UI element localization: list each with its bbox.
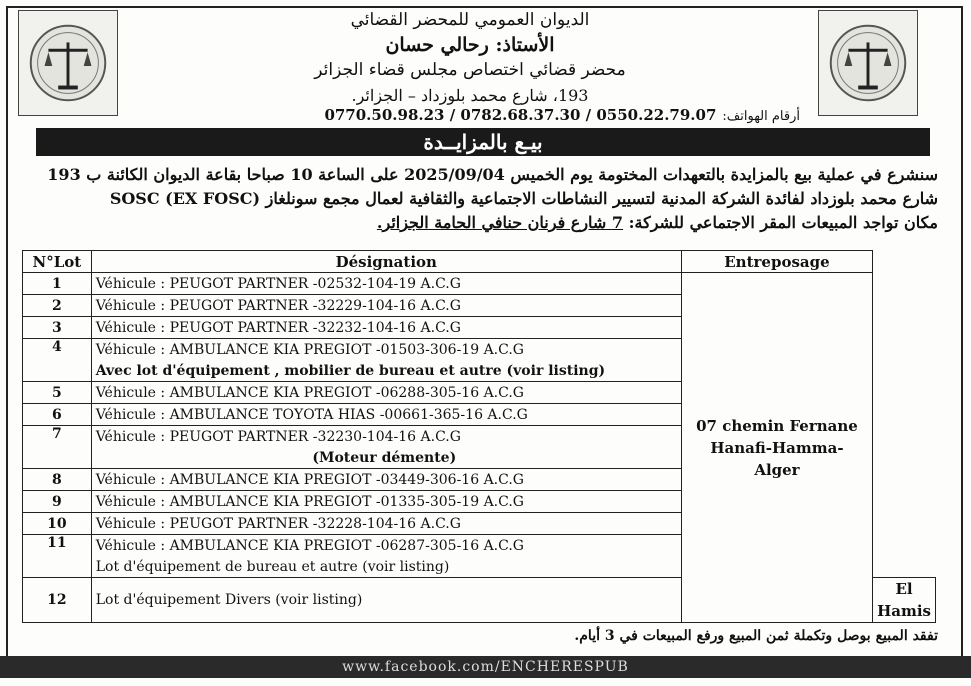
lot-extra: Lot d'équipement de bureau et autre (voir listing) [91,556,681,578]
lot-designation: Véhicule : AMBULANCE TOYOTA HIAS -00661-365-16 A.C.G [91,404,681,426]
scales-of-justice-logo [818,10,918,116]
storage-line: 07 chemin Fernane [696,416,858,435]
storage-line: Alger [754,460,800,479]
lot-number: 6 [23,404,92,426]
lot-number: 9 [23,491,92,513]
phones-label: أرقام الهواتف: [722,109,800,124]
bailiff-name: الأستاذ: رحالي حسان [385,34,555,56]
storage-line: Hanafi-Hamma- [710,438,844,457]
lot-designation: Véhicule : PEUGOT PARTNER -32228-104-16 A.C.G [91,513,681,535]
lots-table [22,250,936,623]
lot-designation: Véhicule : AMBULANCE KIA PREGIOT -06288-305-16 A.C.G [91,382,681,404]
lot-number: 10 [23,513,92,535]
lot-number: 4 [23,339,92,382]
lot-designation: Véhicule : PEUGOT PARTNER -32229-104-16 A.C.G [91,295,681,317]
office-title: الديوان العمومي للمحضر القضائي [350,10,590,30]
table-header-row [23,251,936,273]
lot-number: 11 [23,535,92,578]
lot-designation: Lot d'équipement Divers (voir listing) [91,578,681,623]
lot-extra: Avec lot d'équipement , mobilier de bureau et autre (voir listing) [91,360,681,382]
intro-line-3 [20,212,938,234]
lot-number: 3 [23,317,92,339]
intro-line-1: سنشرع في عملية بيع بالمزايدة بالتعهدات المختومة يوم الخميس 2025/09/04 على الساعة 10 صباحا بقاعة الديوان الكائنة ب 193 [47,165,938,184]
lot-number: 1 [23,273,92,295]
phone-numbers [220,106,800,124]
location-label: مكان تواجد المبيعات المقر الاجتماعي للشركة: [623,213,938,232]
office-address: 193، شارع محمد بلوزداد – الجزائر. [351,86,589,105]
lot-designation: Véhicule : PEUGOT PARTNER -32230-104-16 A.C.G [91,426,681,448]
table-row [23,273,936,295]
lot-designation: Véhicule : PEUGOT PARTNER -02532-104-19 A.C.G [91,273,681,295]
header-designation: Désignation [91,251,681,273]
facebook-link[interactable]: www.facebook.com/ENCHERESPUB [0,656,971,678]
lot-designation: Véhicule : AMBULANCE KIA PREGIOT -06287-305-16 A.C.G [91,535,681,557]
lot-number: 7 [23,426,92,469]
storage-location [681,273,872,623]
phones-value: 0770.50.98.23 / 0782.68.37.30 / 0550.22.79.07 [324,106,717,124]
lot-designation: Véhicule : AMBULANCE KIA PREGIOT -01335-305-19 A.C.G [91,491,681,513]
storage-location-last: El Hamis [873,578,936,623]
location-address: 7 شارع فرنان حنافي الحامة الجزائر. [376,213,624,232]
lot-number: 12 [23,578,92,623]
scales-of-justice-logo [18,10,118,116]
header-lot: N°Lot [23,251,92,273]
lot-designation: Véhicule : PEUGOT PARTNER -32232-104-16 A.C.G [91,317,681,339]
jurisdiction: محضر قضائي اختصاص مجلس قضاء الجزائر [314,60,626,80]
header-storage: Entreposage [681,251,872,273]
lot-designation: Véhicule : AMBULANCE KIA PREGIOT -03449-306-16 A.C.G [91,469,681,491]
intro-line-2: شارع محمد بلوزداد لفائدة الشركة المدنية لتسيير النشاطات الاجتماعية والثقافية لعمال مجمع سونلغاز SOSC (EX FOSC) [109,189,938,208]
auction-banner: بيـع بالمزايــدة [36,128,930,156]
footer-note: تفقد المبيع بوصل وتكملة ثمن المبيع ورفع المبيعات في 3 أيام. [574,628,938,644]
lot-number: 5 [23,382,92,404]
lot-designation: Véhicule : AMBULANCE KIA PREGIOT -01503-306-19 A.C.G [91,339,681,361]
lot-number: 8 [23,469,92,491]
lot-number: 2 [23,295,92,317]
lot-extra: (Moteur démente) [91,447,681,469]
